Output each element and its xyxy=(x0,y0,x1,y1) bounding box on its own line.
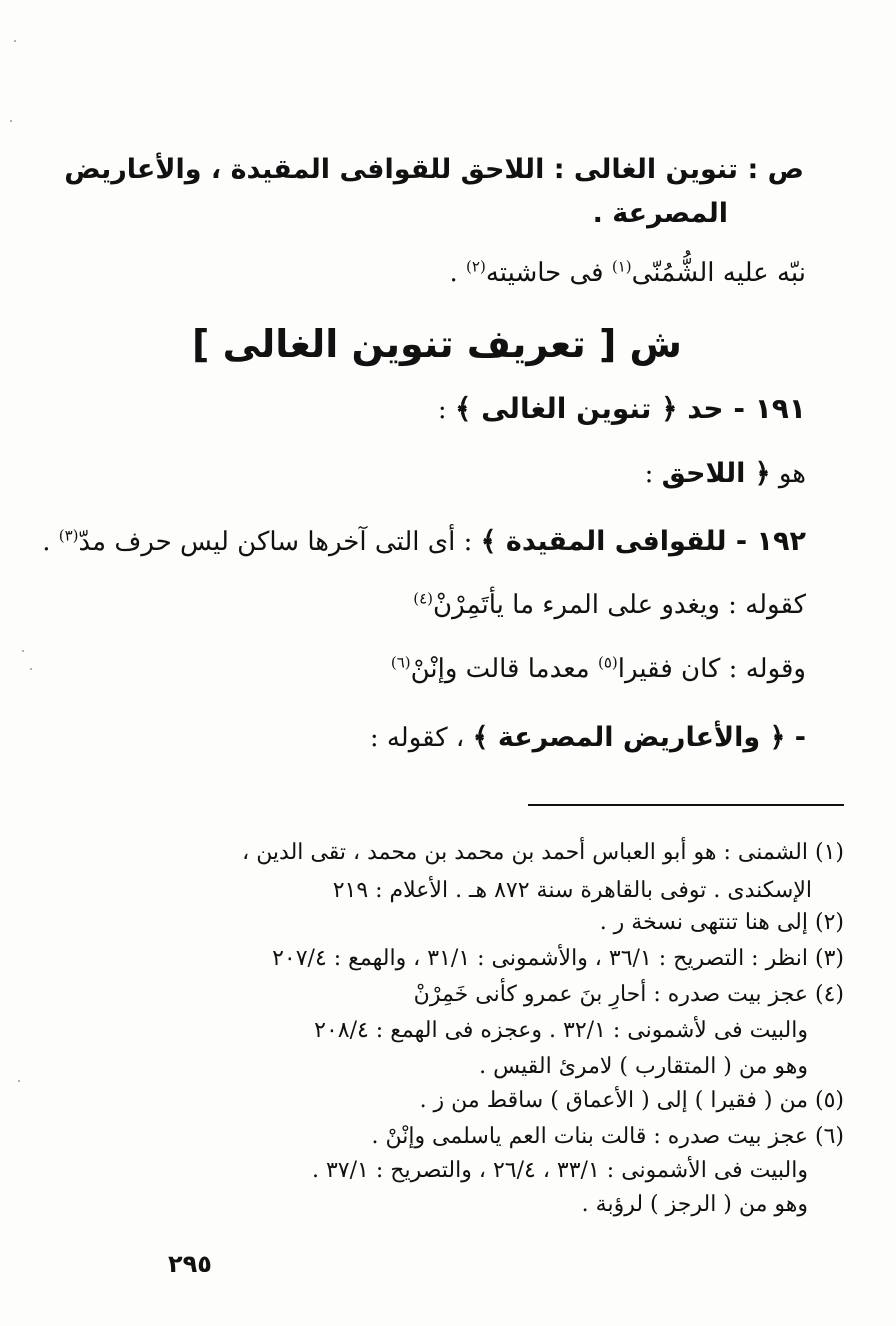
footnote-ref-5: (٥) xyxy=(597,653,618,672)
verse-2: وقوله : كان فقيرا$^{(٥)}$ معدما قالت وإنْنْ$^{(٦)}$ xyxy=(390,653,806,684)
footnote-3: (٣) انظر : التصريح : ٣٦/١ ، والأشمونى : ٣١/١ ، والهمع : ٢٠٧/٤ xyxy=(272,946,844,971)
footnote-ref-6: (٦) xyxy=(390,653,411,672)
footnote-6-line-3: وهو من ( الرجز ) لرؤبة . xyxy=(581,1192,808,1217)
scan-speck xyxy=(18,1080,20,1082)
footnote-4-line-3: وهو من ( المتقارب ) لامرئ القيس . xyxy=(479,1054,808,1079)
footnote-1-line-1: (١) الشمنى : هو أبو العباس أحمد بن محمد بن محمد ، تقى الدين ، xyxy=(242,840,844,865)
scan-speck xyxy=(30,668,32,670)
matn-line-2: المصرعة . xyxy=(592,198,728,229)
footnote-ref-2: (٢) xyxy=(466,257,486,276)
footnote-divider xyxy=(528,804,844,806)
definition-line: هو ﴿ اللاحق : xyxy=(644,458,806,489)
footnote-ref-1: (١) xyxy=(611,257,632,276)
page-number: ٢٩٥ xyxy=(168,1250,212,1278)
footnote-4-line-1: (٤) عجز بيت صدره : أحارِ بنَ عمرو كأنى خَمِرْنْ xyxy=(413,982,844,1007)
entry-192: ١٩٢ - للقوافى المقيدة ﴾ : أى التى آخرها ساكن ليس حرف مدّ$^{(٣)}$ . xyxy=(42,526,806,557)
footnote-ref-3: (٣) xyxy=(58,526,79,545)
footnote-6-line-1: (٦) عجز بيت صدره : قالت بنات العم ياسلمى وإنْنْ . xyxy=(371,1124,844,1149)
footnote-4-line-2: والبيت فى لأشمونى : ٣٢/١ . وعجزه فى الهمع : ٢٠٨/٤ xyxy=(314,1018,808,1043)
scan-speck xyxy=(10,120,12,122)
verse-1: كقوله : ويغدو على المرء ما يأتَمِرْنْ$^{(٤)}$ xyxy=(413,589,806,620)
footnote-6-line-2: والبيت فى الأشمونى : ٣٣/١ ، ٢٦/٤ ، والتصريح : ٣٧/١ . xyxy=(311,1158,808,1183)
section-heading: ش [ تعريف تنوين الغالى ] xyxy=(192,322,682,366)
entry-191: ١٩١ - حد ﴿ تنوين الغالى ﴾ : xyxy=(437,392,806,425)
scan-speck xyxy=(22,650,24,652)
matn-line-1: ص : تنوين الغالى : اللاحق للقوافى المقيدة ، والأعاريض xyxy=(64,154,804,185)
footnote-2: (٢) إلى هنا تنتهى نسخة ر . xyxy=(599,910,844,935)
intro-line: نبّه عليه الشُّمُنّى$^{(١)}$ فى حاشيته$^{(٢)}$ . xyxy=(449,257,806,288)
entry-arid: - ﴿ والأعاريض المصرعة ﴾ ، كقوله : xyxy=(369,722,806,753)
scan-speck xyxy=(14,40,16,42)
footnote-1-line-2: الإسكندى . توفى بالقاهرة سنة ٨٧٢ هـ . الأعلام : ٢١٩ xyxy=(332,878,812,903)
footnote-5: (٥) من ( فقيرا ) إلى ( الأعماق ) ساقط من ز . xyxy=(419,1088,844,1113)
footnote-ref-4: (٤) xyxy=(413,589,434,608)
